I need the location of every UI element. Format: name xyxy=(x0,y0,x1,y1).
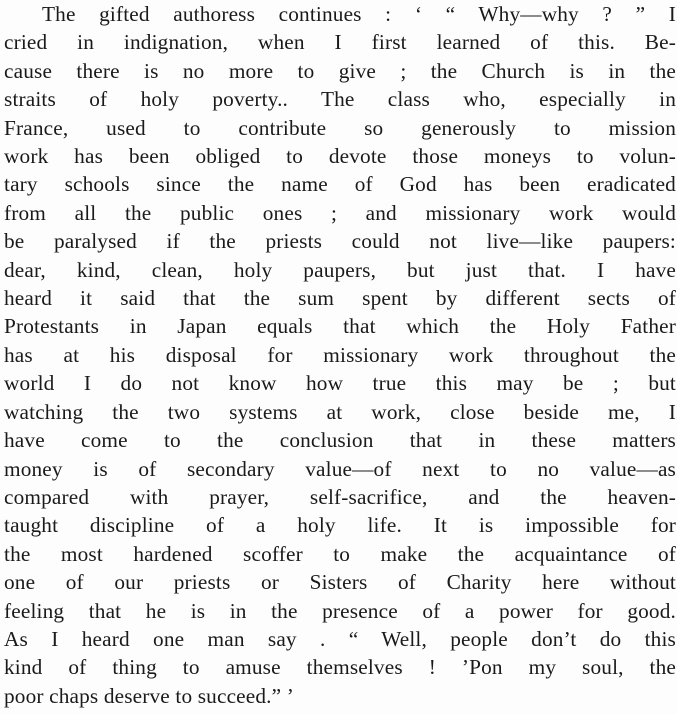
text-line: cause there is no more to give ; the Church is in the xyxy=(4,58,676,83)
text-line: work has been obliged to devote those moneys to volun- xyxy=(4,144,676,169)
text-line: the most hardened scoffer to make the acquaintance of xyxy=(4,541,676,566)
text-line: The gifted authoress continues : ‘ “ Why—why ? ” I xyxy=(42,2,676,26)
text-line: heard it said that the sum spent by different sects of xyxy=(4,286,676,311)
text-line: has at his disposal for missionary work throughout the xyxy=(4,342,676,367)
text-line: cried in indignation, when I first learned of this. Be- xyxy=(4,30,676,55)
text-line: kind of thing to amuse themselves ! ’Pon my soul, the xyxy=(4,655,676,680)
text-line: be paralysed if the priests could not live—like paupers: xyxy=(4,229,676,254)
text-line: dear, kind, clean, holy paupers, but just that. I have xyxy=(4,257,676,282)
text-line: compared with prayer, self-sacrifice, and the heaven- xyxy=(4,484,676,509)
text-line: France, used to contribute so generously to mission xyxy=(4,115,676,140)
text-line: watching the two systems at work, close beside me, I xyxy=(4,399,676,424)
text-line: one of our priests or Sisters of Charity here without xyxy=(4,570,676,595)
text-line: straits of holy poverty.. The class who, especially in xyxy=(4,87,676,112)
text-line: As I heard one man say . “ Well, people don’t do this xyxy=(4,626,676,651)
text-line: have come to the conclusion that in these matters xyxy=(4,428,676,453)
text-line: feeling that he is in the presence of a power for good. xyxy=(4,598,676,623)
text-line: Protestants in Japan equals that which the Holy Father xyxy=(4,314,676,339)
text-line: poor chaps deserve to succeed.” ’ xyxy=(4,683,294,708)
text-line: money is of secondary value—of next to no value—as xyxy=(4,456,676,481)
text-line: tary schools since the name of God has been eradicated xyxy=(4,172,676,197)
text-line: world I do not know how true this may be ; but xyxy=(4,371,676,396)
text-line: from all the public ones ; and missionary work would xyxy=(4,200,676,225)
article-paragraph xyxy=(4,0,676,710)
text-line: taught discipline of a holy life. It is impossible for xyxy=(4,513,676,538)
